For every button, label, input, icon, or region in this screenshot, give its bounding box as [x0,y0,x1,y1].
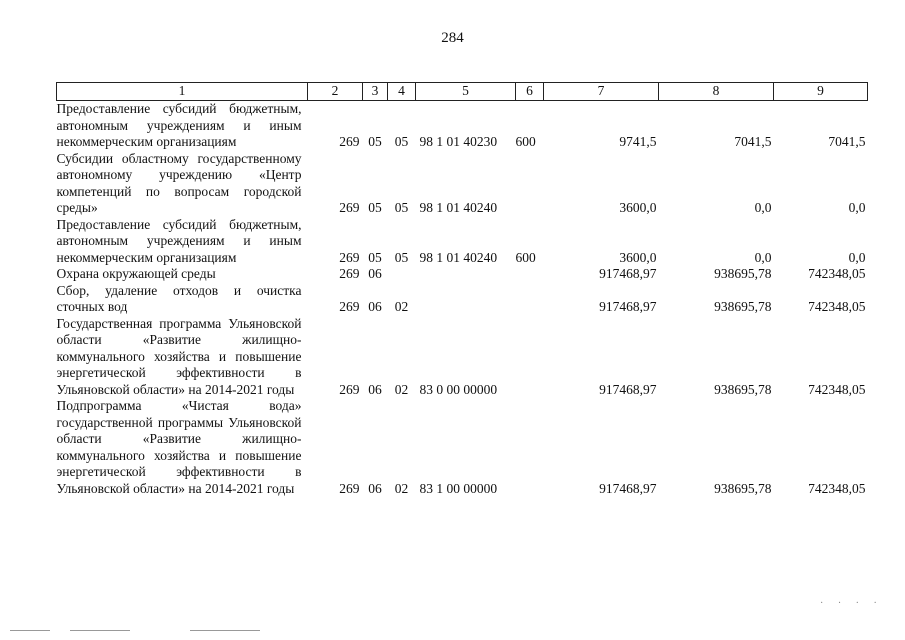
row-ministry-code: 269 [339,134,360,149]
table-row [57,283,868,316]
scan-footer-artifact [0,628,905,634]
row-name: Предоставление субсидий бюджетным, автономным учреждениям и иным некоммерческим организациям [56,216,302,265]
row-ministry-code: 269 [339,480,360,496]
row-amount-col8: 938695,78 [714,480,772,496]
table-row [57,316,868,399]
header-col-7: 7 [544,83,659,101]
budget-table [56,82,868,497]
row-name: Предоставление субсидий бюджетным, автономным учреждениям и иным некоммерческим организациям [56,101,302,149]
header-col-5: 5 [416,83,516,101]
table-header [57,83,868,101]
row-section-code: 05 [368,200,382,215]
row-subsection-code: 05 [394,249,409,265]
header-col-8: 8 [659,83,774,101]
row-expense-type: 600 [515,134,536,149]
row-section-code: 05 [368,249,382,265]
table-row [57,398,868,497]
row-amount-col9: 742348,05 [808,299,866,314]
row-amount-col9: 742348,05 [808,381,866,397]
row-target-code: 83 0 00 00000 [419,381,498,397]
row-amount-col7: 3600,0 [619,249,657,265]
row-amount-col8: 0,0 [754,200,772,215]
header-col-2: 2 [308,83,363,101]
row-target-code: 83 1 00 00000 [419,480,498,496]
header-col-6: 6 [516,83,544,101]
row-amount-col7: 917468,97 [599,480,657,496]
row-name: Государственная программа Ульяновской области «Развитие жилищно-коммунального хозяйства и повышение энергетической эффективности в Ульяновской области» на 2014-2021 годы [56,315,302,397]
row-section-code: 05 [368,134,382,149]
scan-line [190,630,260,631]
row-name: Субсидии областному государственному автономному учреждению «Центр компетенций по вопросам городской среды» [56,150,302,215]
row-subsection-code: 02 [394,299,409,314]
table-row [57,101,868,151]
table-row [57,217,868,267]
row-section-code: 06 [368,480,382,496]
row-amount-col7: 9741,5 [619,134,657,149]
row-target-code: 98 1 01 40240 [419,249,498,265]
header-col-1: 1 [57,83,308,101]
row-target-code [416,266,516,283]
row-amount-col8: 938695,78 [714,266,772,281]
row-amount-col7: 917468,97 [599,299,657,314]
row-name: Сбор, удаление отходов и очистка сточных вод [56,282,302,314]
row-amount-col7: 3600,0 [619,200,657,215]
row-expense-type [516,398,544,497]
row-ministry-code: 269 [339,266,360,281]
row-ministry-code: 269 [339,299,360,314]
row-subsection-code: 02 [394,381,409,397]
row-expense-type: 600 [515,249,536,265]
row-section-code: 06 [368,381,382,397]
row-name: Подпрограмма «Чистая вода» государственной программы Ульяновской области «Развитие жилищно-коммунального хозяйства и повышение энергетической эффективности в Ульяновской области» на 2014-2021 годы [56,398,302,496]
row-amount-col9: 0,0 [848,200,866,215]
header-col-4: 4 [388,83,416,101]
row-ministry-code: 269 [339,200,360,215]
header-col-3: 3 [363,83,388,101]
row-target-code: 98 1 01 40240 [419,200,498,215]
row-target-code [416,283,516,316]
row-amount-col8: 7041,5 [734,134,772,149]
row-subsection-code: 02 [394,480,409,496]
row-expense-type [516,266,544,283]
row-amount-col9: 0,0 [848,249,866,265]
row-expense-type [516,283,544,316]
row-ministry-code: 269 [339,249,360,265]
row-amount-col9: 742348,05 [808,266,866,281]
row-section-code: 06 [368,266,382,281]
row-name: Охрана окружающей среды [56,266,216,281]
row-amount-col7: 917468,97 [599,266,657,281]
table-row [57,266,868,283]
table-row [57,151,868,217]
row-subsection-code: 05 [394,134,409,149]
scan-line [70,630,130,631]
row-section-code: 06 [368,299,382,314]
row-amount-col8: 938695,78 [714,299,772,314]
row-expense-type [516,316,544,399]
row-ministry-code: 269 [339,381,360,397]
row-amount-col8: 0,0 [754,249,772,265]
row-amount-col8: 938695,78 [714,381,772,397]
row-subsection-code [388,266,416,283]
row-subsection-code: 05 [394,200,409,215]
row-expense-type [516,151,544,217]
row-amount-col9: 742348,05 [808,480,866,496]
scan-specks: · · · · [820,598,883,609]
row-amount-col9: 7041,5 [828,134,866,149]
row-target-code: 98 1 01 40230 [419,134,498,149]
header-col-9: 9 [774,83,868,101]
scan-line [10,630,50,631]
row-amount-col7: 917468,97 [599,381,657,397]
page-number: 284 [441,30,464,46]
